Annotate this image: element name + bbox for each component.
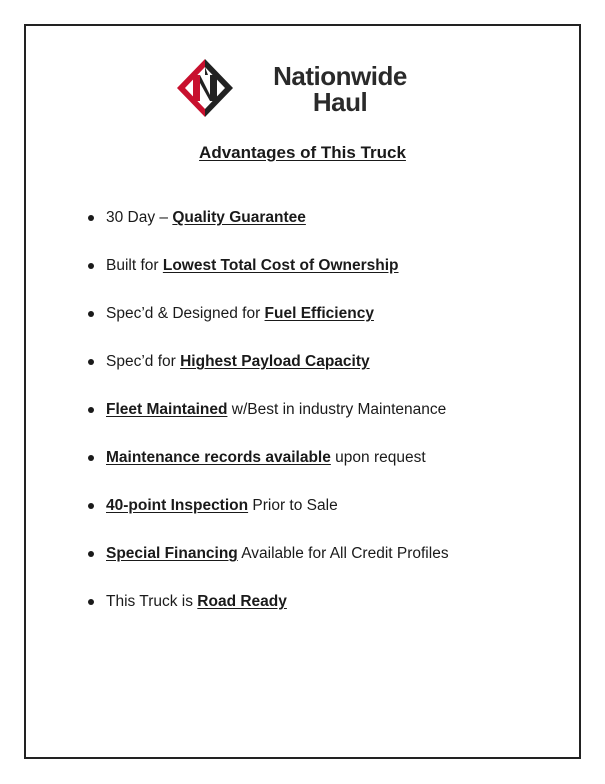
bullet-icon bbox=[88, 407, 94, 413]
item-text: Spec’d for bbox=[106, 353, 181, 370]
bullet-icon bbox=[88, 359, 94, 365]
list-item bbox=[88, 397, 558, 445]
item-highlight: Fuel Efficiency bbox=[264, 305, 374, 322]
logo-mark-icon bbox=[175, 57, 235, 119]
list-item bbox=[88, 205, 558, 253]
item-highlight: 40-point Inspection bbox=[106, 497, 249, 514]
bullet-icon bbox=[88, 599, 94, 605]
item-text: upon request bbox=[330, 449, 426, 466]
item-highlight: Road Ready bbox=[197, 593, 287, 610]
page-title: Advantages of This Truck bbox=[199, 143, 406, 162]
item-text: w/Best in industry Maintenance bbox=[227, 401, 447, 418]
item-text: Spec’d & Designed for bbox=[106, 305, 265, 322]
bullet-icon bbox=[88, 503, 94, 509]
list-item bbox=[88, 589, 558, 637]
bullet-icon bbox=[88, 311, 94, 317]
list-item bbox=[88, 445, 558, 493]
advantages-list bbox=[88, 205, 558, 637]
item-highlight: Fleet Maintained bbox=[106, 401, 228, 418]
list-item bbox=[88, 253, 558, 301]
list-item bbox=[88, 493, 558, 541]
logo-wordmark bbox=[245, 63, 435, 115]
item-text: Built for bbox=[106, 257, 163, 274]
bullet-icon bbox=[88, 215, 94, 221]
item-text: Available for All Credit Profiles bbox=[237, 545, 449, 562]
item-text: Prior to Sale bbox=[248, 497, 338, 514]
item-highlight: Special Financing bbox=[106, 545, 238, 562]
item-highlight: Quality Guarantee bbox=[172, 209, 306, 226]
bullet-icon bbox=[88, 263, 94, 269]
list-item bbox=[88, 541, 558, 589]
item-highlight: Maintenance records available bbox=[106, 449, 331, 466]
item-highlight: Highest Payload Capacity bbox=[180, 353, 370, 370]
bullet-icon bbox=[88, 455, 94, 461]
company-logo bbox=[175, 57, 435, 119]
logo-line-1: Nationwide bbox=[273, 61, 407, 91]
bullet-icon bbox=[88, 551, 94, 557]
list-item bbox=[88, 301, 558, 349]
item-text: 30 Day – bbox=[106, 209, 173, 226]
item-text: This Truck is bbox=[106, 593, 198, 610]
list-item bbox=[88, 349, 558, 397]
logo-line-2: Haul bbox=[312, 87, 368, 117]
item-highlight: Lowest Total Cost of Ownership bbox=[162, 257, 399, 274]
